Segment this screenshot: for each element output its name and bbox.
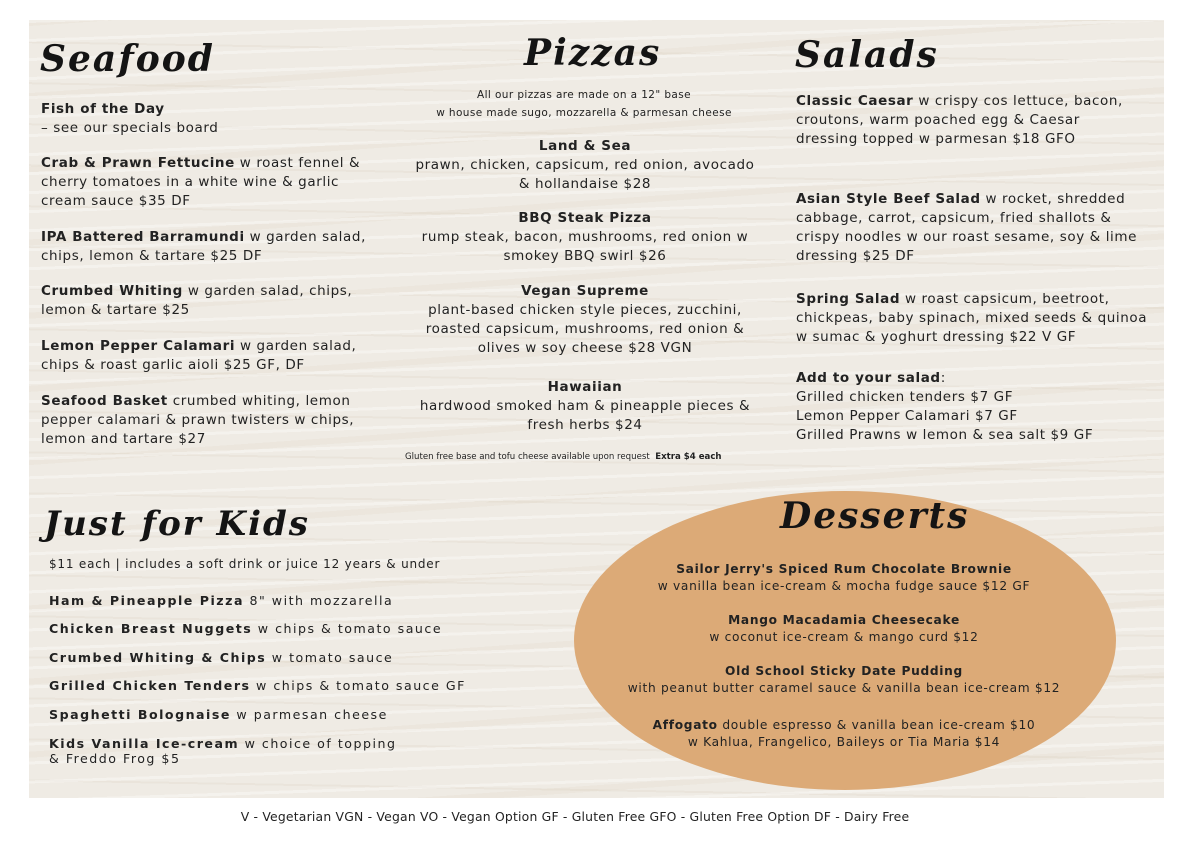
- item-name: Grilled Chicken Tenders: [49, 678, 251, 693]
- kids-item: [49, 707, 388, 722]
- kids-item: [49, 678, 466, 693]
- seafood-item: [41, 228, 386, 266]
- item-desc: w vanilla bean ice-cream & mocha fudge sauce $12 GF: [657, 579, 1031, 593]
- salad-item: [796, 290, 1161, 347]
- item-desc: crumbed whiting, lemon pepper calamari & prawn twisters w chips, lemon and tartare $27: [41, 393, 355, 447]
- item-name: Crab & Prawn Fettucine: [41, 155, 235, 171]
- item-desc: w chips & tomato sauce: [252, 621, 443, 636]
- item-desc: prawn, chicken, capsicum, red onion, avocado & hollandaise $28: [415, 157, 755, 192]
- item-desc: 8" with mozzarella: [243, 593, 394, 608]
- gluten-free-note: [405, 452, 722, 462]
- salad-addons: Add to your salad: Grilled chicken tenders $7 GF Lemon Pepper Calamari $7 GF Grilled Prawns w lemon & sea salt $9 GF: [796, 369, 1146, 445]
- item-desc: w garden salad, chips, lemon & tartare $25: [41, 283, 353, 318]
- item-desc: with peanut butter caramel sauce & vanilla bean ice-cream $12: [627, 681, 1061, 695]
- item-name: Hawaiian: [547, 379, 623, 395]
- addons-title: Add to your salad: [796, 370, 941, 386]
- dessert-item: [589, 561, 1099, 595]
- item-desc: w chips & tomato sauce GF: [250, 678, 466, 693]
- item-name: Asian Style Beef Salad: [796, 191, 981, 207]
- kids-subtitle: $11 each | includes a soft drink or juice 12 years & under: [49, 557, 441, 571]
- pizza-note-line: w house made sugo, mozzarella & parmesan cheese: [436, 107, 732, 119]
- salad-item: [796, 190, 1146, 266]
- addon-item: Lemon Pepper Calamari $7 GF: [796, 408, 1018, 424]
- item-desc: w garden salad, chips & roast garlic aioli $25 GF, DF: [41, 338, 357, 373]
- item-name: Crumbed Whiting & Chips: [49, 650, 267, 665]
- item-desc: w roast fennel & cherry tomatoes in a white wine & garlic cream sauce $35 DF: [41, 155, 361, 209]
- item-desc: & Freddo Frog $5: [49, 751, 181, 766]
- dietary-legend: V - Vegetarian VGN - Vegan VO - Vegan Option GF - Gluten Free GFO - Gluten Free Option DF - Dairy Free: [240, 809, 910, 824]
- item-desc: hardwood smoked ham & pineapple pieces & fresh herbs $24: [419, 398, 751, 433]
- item-desc: w rocket, shredded cabbage, carrot, capsicum, fried shallots & crispy noodles w our roast sesame, soy & lime dressing $25 DF: [796, 191, 1138, 264]
- pizza-note-line: All our pizzas are made on a 12" base: [477, 89, 691, 101]
- item-name: Fish of the Day: [41, 101, 165, 117]
- pizzas-heading: Pizzas: [524, 32, 662, 74]
- item-name: Spaghetti Bolognaise: [49, 707, 231, 722]
- addon-item: Grilled chicken tenders $7 GF: [796, 389, 1014, 405]
- item-name: Vegan Supreme: [521, 283, 649, 299]
- seafood-heading: Seafood: [40, 38, 215, 80]
- dessert-item: [589, 663, 1099, 697]
- kids-item: [49, 621, 442, 636]
- pizza-base-note: [389, 86, 779, 122]
- seafood-item: [41, 337, 386, 375]
- item-name: Ham & Pineapple Pizza: [49, 593, 244, 608]
- item-desc: double espresso & vanilla bean ice-cream $10: [717, 718, 1036, 732]
- seafood-item: [41, 100, 381, 138]
- item-name: Crumbed Whiting: [41, 283, 183, 299]
- item-name: Kids Vanilla Ice-cream: [49, 736, 240, 751]
- kids-item: [49, 593, 393, 608]
- item-desc: plant-based chicken style pieces, zucchini, roasted capsicum, mushrooms, red onion & olives w soy cheese $28 VGN: [425, 302, 745, 356]
- seafood-item: [41, 154, 386, 211]
- item-name: Spring Salad: [796, 291, 901, 307]
- item-name: BBQ Steak Pizza: [518, 210, 652, 226]
- item-name: IPA Battered Barramundi: [41, 229, 245, 245]
- pizza-item: [405, 282, 765, 358]
- item-desc: w tomato sauce: [266, 650, 394, 665]
- item-name: Mango Macadamia Cheesecake: [728, 613, 960, 627]
- item-desc: rump steak, bacon, mushrooms, red onion w smokey BBQ swirl $26: [421, 229, 749, 264]
- pizza-item: [410, 137, 760, 194]
- item-name: Old School Sticky Date Pudding: [725, 664, 963, 678]
- item-name: Seafood Basket: [41, 393, 168, 409]
- item-name: Affogato: [652, 718, 718, 732]
- item-name: Lemon Pepper Calamari: [41, 338, 236, 354]
- kids-item: [49, 650, 393, 665]
- item-name: Sailor Jerry's Spiced Rum Chocolate Brownie: [676, 562, 1012, 576]
- item-desc: w crispy cos lettuce, bacon, croutons, warm poached egg & Caesar dressing topped w parmesan $18 GFO: [796, 93, 1123, 147]
- item-desc: w parmesan cheese: [230, 707, 388, 722]
- kids-item: [49, 736, 396, 766]
- gf-extra-price: Extra $4 each: [655, 452, 722, 462]
- salads-heading: Salads: [795, 34, 939, 76]
- item-desc: w choice of topping: [239, 736, 397, 751]
- item-name: Land & Sea: [538, 138, 632, 154]
- pizza-item: [410, 378, 760, 435]
- gf-note-text: Gluten free base and tofu cheese available upon request: [405, 452, 650, 462]
- item-desc: w coconut ice-cream & mango curd $12: [709, 630, 979, 644]
- seafood-item: [41, 282, 386, 320]
- menu-board: [29, 20, 1164, 798]
- item-desc: – see our specials board: [41, 120, 219, 136]
- salad-item: [796, 92, 1131, 149]
- dessert-item: [589, 612, 1099, 646]
- kids-heading: Just for Kids: [44, 504, 310, 544]
- seafood-item: [41, 392, 381, 449]
- dessert-item: [589, 717, 1099, 751]
- desserts-heading: Desserts: [780, 495, 970, 537]
- item-desc: w garden salad, chips, lemon & tartare $25 DF: [41, 229, 366, 264]
- item-name: Classic Caesar: [796, 93, 914, 109]
- item-name: Chicken Breast Nuggets: [49, 621, 253, 636]
- item-desc: w roast capsicum, beetroot, chickpeas, baby spinach, mixed seeds & quinoa w sumac & yoghurt dressing $22 V GF: [796, 291, 1148, 345]
- item-desc: w Kahlua, Frangelico, Baileys or Tia Maria $14: [687, 735, 1001, 749]
- addon-item: Grilled Prawns w lemon & sea salt $9 GF: [796, 427, 1094, 443]
- pizza-item: [410, 209, 760, 266]
